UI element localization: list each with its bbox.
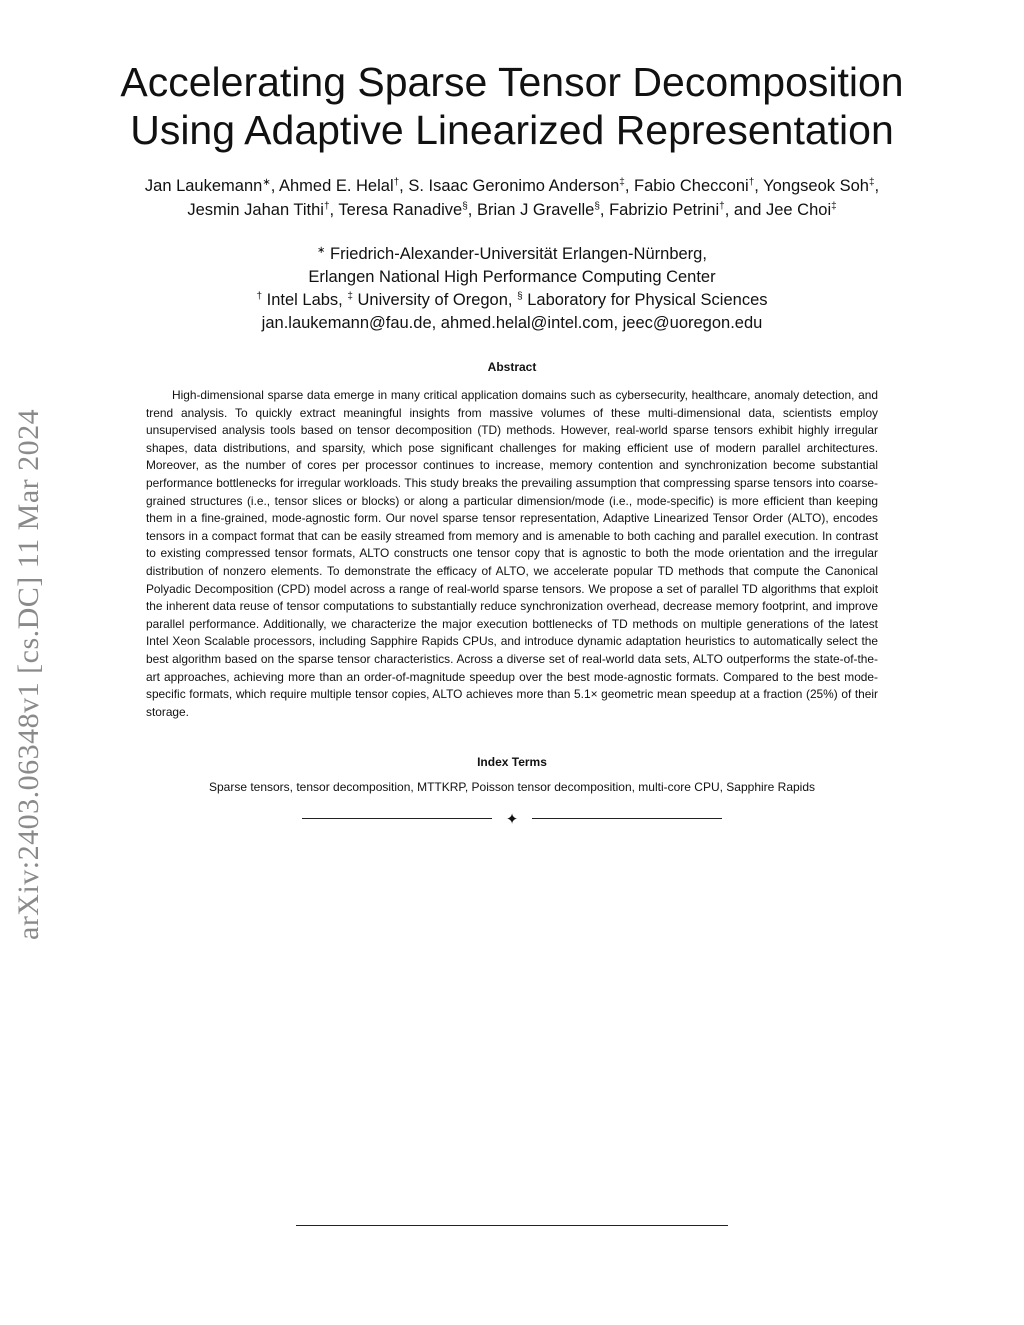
separator-rule-right bbox=[532, 818, 722, 819]
author-separator: , bbox=[599, 201, 610, 219]
title-line-1: Accelerating Sparse Tensor Decomposition bbox=[120, 59, 904, 105]
affiliation-mark: ‡ bbox=[831, 201, 837, 212]
author-line-1 bbox=[90, 174, 934, 198]
affiliation-mark: † bbox=[719, 201, 725, 212]
author-name: Ahmed E. Helal bbox=[278, 177, 394, 195]
author-separator: , bbox=[270, 177, 279, 195]
author-list bbox=[90, 174, 934, 222]
author-separator: , bbox=[467, 201, 477, 219]
affiliation-mark: ‡ bbox=[619, 177, 625, 188]
affiliation-mark: † bbox=[393, 177, 400, 188]
author-name: Fabrizio Petrini bbox=[609, 201, 720, 219]
affiliation-text: Laboratory for Physical Sciences bbox=[522, 291, 768, 309]
affiliation-mark: § bbox=[517, 291, 523, 302]
author-separator: , and bbox=[724, 201, 766, 219]
paper-title bbox=[80, 58, 944, 154]
author-name: Jesmin Jahan Tithi bbox=[187, 201, 324, 219]
author-name: Brian J Gravelle bbox=[476, 201, 595, 219]
affiliation-line-1 bbox=[120, 243, 904, 266]
affiliation-mark: † bbox=[256, 291, 263, 302]
author-name: Yongseok Soh bbox=[763, 177, 869, 195]
section-separator bbox=[302, 810, 722, 828]
affiliation-line-3 bbox=[120, 289, 904, 312]
author-line-2 bbox=[90, 198, 934, 222]
author-name: Teresa Ranadive bbox=[338, 201, 463, 219]
title-line-2: Using Adaptive Linearized Representation bbox=[130, 107, 894, 153]
author-separator: , bbox=[329, 201, 339, 219]
footnote-rule bbox=[296, 1225, 728, 1226]
affiliations bbox=[120, 243, 904, 335]
author-separator: , bbox=[874, 177, 880, 195]
author-name: Jan Laukemann bbox=[144, 177, 263, 195]
abstract-text: High-dimensional sparse data emerge in many critical application domains such as cybersecurity, healthcare, anomaly detection, and trend analysis. To quickly extract meaningful insights from massive volumes of these multi-dimensional data, scientists employ unsupervised analysis tools based on tensor decomposition (TD) methods. However, real-world sparse tensors exhibit highly irregular shapes, data distributions, and sparsity, which pose significant challenges for making efficient use of modern parallel architectures. Moreover, as the number of cores per processor continues to increase, memory contention and synchronization become substantial performance bottlenecks for irregular workloads. This study breaks the prevailing assumption that compressing sparse tensors into coarse-grained structures (i.e., tensor slices or blocks) or along a particular dimension/mode (i.e., mode-specific) is more efficient than keeping them in a fine-grained, mode-agnostic form. Our novel sparse tensor representation, Adaptive Linearized Tensor Order (ALTO), encodes tensors in a compact format that can be easily streamed from memory and is amenable to both caching and parallel execution. In contrast to existing compressed tensor formats, ALTO constructs one tensor copy that is agnostic to both the mode orientation and the irregular distribution of nonzero elements. To demonstrate the efficacy of ALTO, we accelerate popular TD methods that compute the Canonical Polyadic Decomposition (CPD) model across a range of real-world sparse tensors. We propose a set of parallel TD algorithms that exploit the inherent data reuse of tensor computations to substantially reduce synchronization overhead, decrease memory footprint, and improve parallel performance. Additionally, we characterize the major execution bottlenecks of TD methods on multiple generations of the latest Intel Xeon Scalable processors, including Sapphire Rapids CPUs, and introduce dynamic adaptation heuristics to automatically select the best algorithm based on the sparse tensor characteristics. Across a diverse set of real-world data sets, ALTO outperforms the state-of-the-art approaches, achieving more than an order-of-magnitude speedup over the best mode-agnostic formats. Compared to the best mode-specific formats, which require multiple tensor copies, ALTO achieves more than 5.1× geometric mean speedup at a fraction (25%) of their storage. bbox=[146, 388, 878, 719]
affiliation-text: University of Oregon, bbox=[352, 291, 518, 309]
affiliation-mark: ∗ bbox=[317, 245, 326, 256]
abstract-heading: Abstract bbox=[487, 360, 537, 374]
author-name: S. Isaac Geronimo Anderson bbox=[408, 177, 620, 195]
affiliation-mark: § bbox=[462, 201, 468, 212]
affiliation-text: Intel Labs, bbox=[262, 291, 348, 309]
author-separator: , bbox=[624, 177, 635, 195]
arxiv-identifier-stamp: arXiv:2403.06348v1 [cs.DC] 11 Mar 2024 bbox=[12, 408, 45, 940]
separator-rule-left bbox=[302, 818, 492, 819]
author-separator: , bbox=[754, 177, 764, 195]
affiliation-mark: † bbox=[323, 201, 330, 212]
affiliation-mark: § bbox=[594, 201, 600, 212]
affiliation-mark: † bbox=[748, 177, 755, 188]
index-terms-text: Sparse tensors, tensor decomposition, MTTKRP, Poisson tensor decomposition, multi-core CPU, Sapphire Rapids bbox=[208, 780, 816, 794]
author-name: Jee Choi bbox=[766, 201, 832, 219]
author-separator: , bbox=[399, 177, 409, 195]
index-terms-heading: Index Terms bbox=[477, 755, 547, 769]
affiliation-text: Friedrich-Alexander-Universität Erlangen-Nürnberg, bbox=[325, 245, 707, 263]
affiliation-line-2: Erlangen National High Performance Computing Center bbox=[308, 268, 716, 286]
affiliation-mark: ‡ bbox=[347, 291, 353, 302]
author-name: Fabio Checconi bbox=[634, 177, 749, 195]
affiliation-mark: ∗ bbox=[262, 177, 271, 188]
affiliation-mark: ‡ bbox=[868, 177, 875, 188]
contact-emails: jan.laukemann@fau.de, ahmed.helal@intel.com, jeec@uoregon.edu bbox=[261, 314, 763, 332]
diamond-ornament-icon: ✦ bbox=[505, 810, 519, 828]
